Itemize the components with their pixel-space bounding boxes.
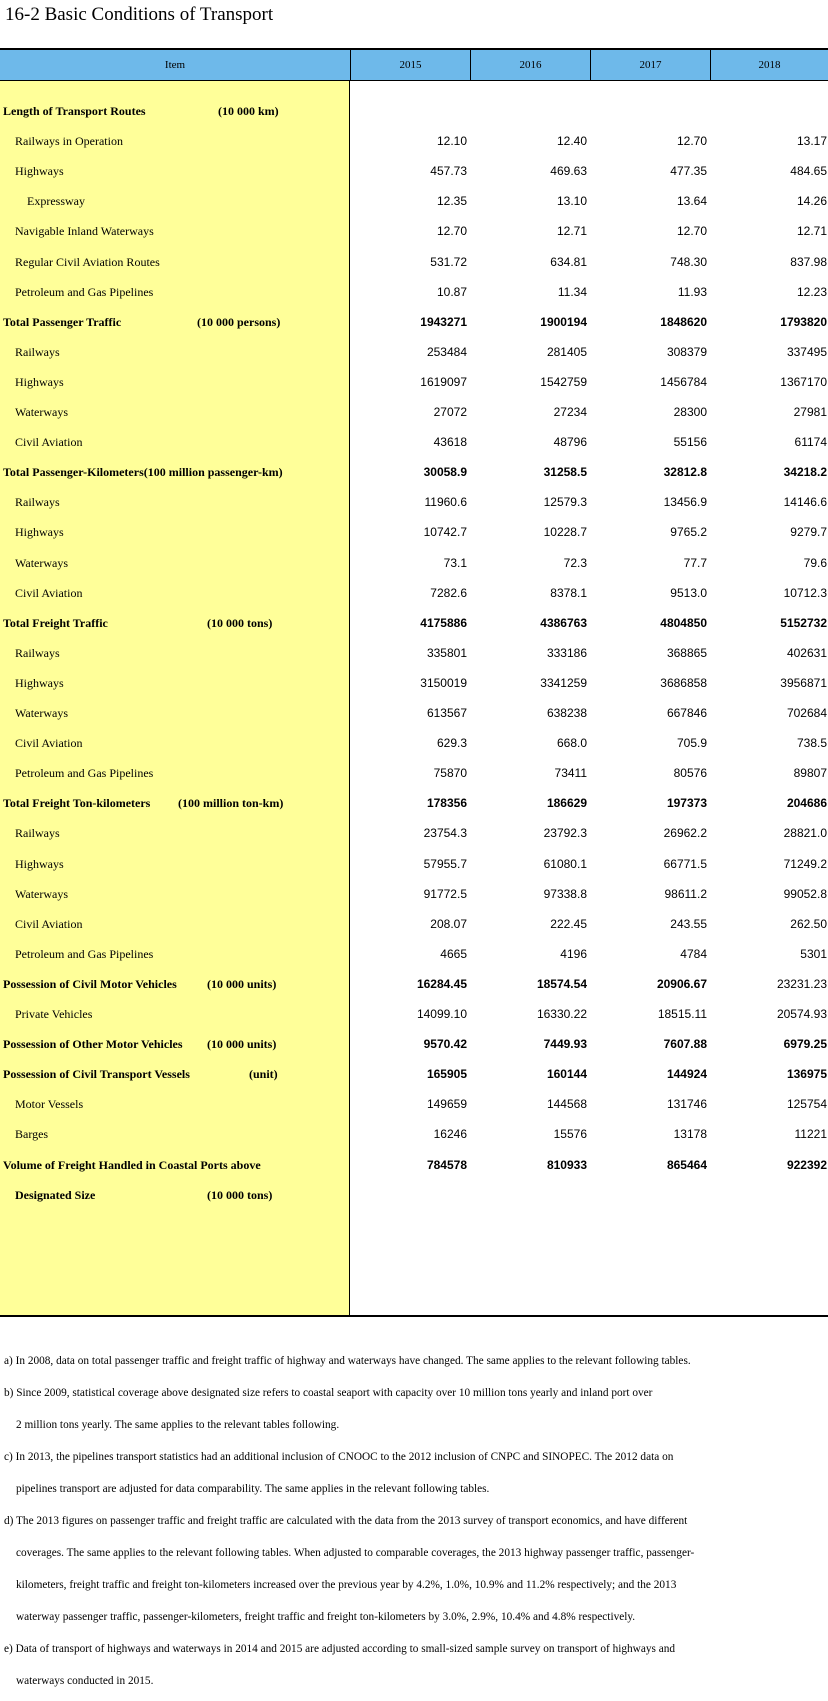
- value-2018: 204686: [786, 796, 827, 811]
- row-label: Designated Size: [15, 1187, 96, 1202]
- row-unit: (100 million ton-km): [178, 796, 284, 811]
- footnote-line: e) Data of transport of highways and waterways in 2014 and 2015 are adjusted according to small-sized sample survey on transport of highways and: [4, 1643, 676, 1655]
- row-label: Barges: [15, 1127, 49, 1142]
- value-2017: 11.93: [677, 284, 707, 299]
- value-2017: 667846: [666, 706, 707, 720]
- value-2018: 14146.6: [783, 495, 827, 510]
- footnote-line: pipelines transport are adjusted for data comparability. The same applies in the relevant following tables.: [16, 1483, 490, 1495]
- value-2018: 14.26: [796, 194, 827, 209]
- row-label: Highways: [15, 374, 64, 389]
- value-2018: 6979.25: [783, 1037, 827, 1052]
- table-row: [0, 787, 828, 819]
- value-2018: 738.5: [796, 736, 827, 751]
- value-2015: 1943271: [420, 314, 467, 329]
- value-2017: 4804850: [660, 615, 707, 630]
- value-2017: 197373: [666, 796, 707, 811]
- value-2017: 144924: [666, 1067, 707, 1082]
- table-row: [0, 215, 828, 247]
- table-row: [0, 1149, 828, 1181]
- row-unit: (10 000 km): [218, 104, 279, 118]
- value-2016: 3341259: [540, 675, 587, 690]
- value-2018: 27981: [793, 405, 827, 419]
- row-label: Length of Transport Routes: [3, 104, 146, 118]
- row-label: Petroleum and Gas Pipelines: [15, 766, 154, 781]
- value-2018: 99052.8: [783, 886, 827, 901]
- value-2016: 638238: [546, 706, 587, 720]
- value-2018: 262.50: [790, 916, 827, 931]
- value-2016: 12.40: [556, 134, 587, 149]
- value-2016: 61080.1: [543, 856, 587, 871]
- row-label: Waterways: [15, 405, 69, 419]
- value-2016: 469.63: [550, 164, 587, 179]
- row-label: Highways: [15, 675, 64, 690]
- value-2017: 32812.8: [663, 465, 707, 480]
- value-2017: 12.70: [676, 224, 707, 239]
- value-2017: 308379: [666, 344, 707, 359]
- value-2017: 66771.5: [663, 856, 707, 871]
- value-2017: 18515.11: [657, 1007, 707, 1021]
- row-label: Volume of Freight Handled in Coastal Ports above: [3, 1157, 261, 1172]
- value-2018: 10712.3: [783, 585, 827, 600]
- value-2016: 15576: [553, 1127, 587, 1142]
- value-2017: 9513.0: [670, 585, 707, 600]
- value-2016: 4386763: [540, 615, 587, 630]
- row-label: Waterways: [15, 706, 69, 720]
- value-2016: 97338.8: [543, 886, 587, 901]
- value-2018: 12.23: [796, 284, 827, 299]
- table-row: [0, 848, 828, 880]
- row-label: Civil Aviation: [15, 736, 83, 751]
- footnote-line: kilometers, freight traffic and freight ton-kilometers increased over the previous year by 4.2%, 1.0%, 10.9% and 11.2% respectively; and the 2013: [16, 1579, 677, 1591]
- row-label: Railways: [15, 645, 60, 660]
- value-2015: 531.72: [430, 254, 467, 269]
- row-label: Railways: [15, 344, 60, 359]
- value-2017: 77.7: [683, 555, 707, 570]
- value-2016: 31258.5: [543, 465, 587, 480]
- value-2017: 865464: [666, 1157, 707, 1172]
- value-2017: 20906.67: [656, 976, 707, 991]
- row-unit: (10 000 units): [207, 1037, 277, 1052]
- row-label: Total Passenger-Kilometers(100 million passenger-km): [3, 465, 283, 480]
- row-unit: (unit): [249, 1067, 278, 1082]
- value-2015: 335801: [426, 645, 467, 660]
- table-row: [0, 1058, 828, 1090]
- value-2017: [607, 95, 707, 127]
- footnote-line: b) Since 2009, statistical coverage above designated size refers to coastal seaport with capacity over 10 million tons yearly and inland port over: [4, 1387, 653, 1399]
- row-label: Petroleum and Gas Pipelines: [15, 946, 154, 961]
- value-2018: 11221: [794, 1127, 827, 1142]
- footnote-line: a) In 2008, data on total passenger traffic and freight traffic of highway and waterways have changed. The same applies to the relevant following tables.: [4, 1355, 691, 1367]
- table-row: [0, 396, 828, 428]
- table-row: [0, 998, 828, 1030]
- value-2018: 922392: [786, 1157, 827, 1172]
- value-2017: 13456.9: [663, 495, 707, 510]
- footnote-line: waterways conducted in 2015.: [16, 1675, 154, 1687]
- value-2018: 837.98: [790, 254, 827, 269]
- value-2018: 23231.23: [776, 976, 827, 991]
- value-2016: 48796: [553, 435, 587, 450]
- value-2016: [487, 95, 587, 127]
- value-2015: 4175886: [420, 615, 467, 630]
- row-label: Private Vehicles: [15, 1007, 93, 1021]
- value-2015: 629.3: [436, 736, 467, 751]
- value-2015: 16246: [433, 1127, 467, 1142]
- row-label: Waterways: [15, 555, 69, 570]
- table-row: [0, 1118, 828, 1150]
- value-2018: 337495: [786, 344, 827, 359]
- row-label: Expressway: [27, 194, 85, 209]
- table-row: [0, 1088, 828, 1120]
- value-2018: [727, 95, 827, 127]
- value-2015: 4665: [440, 946, 467, 961]
- value-2015: 3150019: [420, 675, 467, 690]
- value-2017: 9765.2: [670, 525, 707, 540]
- value-2017: 477.35: [670, 164, 707, 179]
- value-2016: 668.0: [556, 736, 587, 751]
- value-2018: 1367170: [780, 374, 827, 389]
- row-label: Possession of Other Motor Vehicles: [3, 1037, 183, 1052]
- value-2015: 784578: [426, 1157, 467, 1172]
- value-2017: 98611.2: [664, 886, 707, 901]
- value-2015: 12.70: [436, 224, 467, 239]
- value-2015: 253484: [426, 344, 467, 359]
- table-row: [0, 577, 828, 609]
- value-2017: 705.9: [676, 736, 707, 751]
- footnote-line: d) The 2013 figures on passenger traffic and freight traffic are calculated with the data from the 2013 survey of transport economics, and have different: [4, 1515, 688, 1527]
- row-unit: (10 000 tons): [207, 615, 273, 630]
- value-2018: 3956871: [780, 675, 827, 690]
- value-2018: 71249.2: [783, 856, 827, 871]
- value-2018: 136975: [786, 1067, 827, 1082]
- row-label: Possession of Civil Motor Vehicles: [3, 976, 177, 991]
- header-year-2018: 2018: [710, 50, 828, 80]
- value-2015: 149659: [426, 1097, 467, 1112]
- table-row: [0, 938, 828, 970]
- table-row: [0, 95, 828, 127]
- table-header: [0, 50, 828, 80]
- table-row: [0, 727, 828, 759]
- value-2017: 13.64: [676, 194, 707, 209]
- value-2015: 165905: [426, 1067, 467, 1082]
- row-label: Highways: [15, 164, 64, 179]
- value-2015: 9570.42: [423, 1037, 467, 1052]
- value-2017: 12.70: [676, 134, 707, 149]
- value-2018: 702684: [786, 706, 827, 720]
- value-2016: 8378.1: [550, 585, 587, 600]
- value-2015: 73.1: [443, 555, 467, 570]
- table-row: [0, 336, 828, 368]
- table-row: [0, 667, 828, 699]
- row-label: Regular Civil Aviation Routes: [15, 254, 160, 269]
- table-row: [0, 607, 828, 639]
- value-2017: 80576: [673, 766, 707, 781]
- footnote-line: 2 million tons yearly. The same applies to the relevant tables following.: [16, 1419, 340, 1431]
- table-row: [0, 185, 828, 217]
- row-label: Motor Vessels: [15, 1097, 84, 1112]
- value-2017: 3686858: [660, 675, 707, 690]
- table-row: [0, 968, 828, 1000]
- header-year-2016: 2016: [470, 50, 590, 80]
- table-row: [0, 547, 828, 579]
- value-2016: 186629: [546, 796, 587, 811]
- value-2016: 4196: [560, 946, 587, 961]
- table-row: [0, 637, 828, 669]
- value-2015: 7282.6: [430, 585, 467, 600]
- value-2016: 27234: [553, 405, 587, 419]
- value-2017: 28300: [673, 405, 707, 419]
- row-label: Civil Aviation: [15, 435, 83, 450]
- value-2018: [727, 1179, 827, 1211]
- value-2016: 1542759: [540, 374, 587, 389]
- row-label: Possession of Civil Transport Vessels: [3, 1067, 190, 1082]
- row-label: Petroleum and Gas Pipelines: [15, 284, 154, 299]
- footnotes: [4, 1345, 819, 1697]
- value-2018: 13.17: [796, 134, 827, 149]
- header-year-2017: 2017: [590, 50, 710, 80]
- table-row: [0, 246, 828, 278]
- table-row: [0, 155, 828, 187]
- header-item: Item: [164, 59, 186, 71]
- row-label: Total Freight Traffic: [3, 615, 108, 630]
- table-row: [0, 366, 828, 398]
- value-2017: [607, 1179, 707, 1211]
- value-2018: 5152732: [780, 615, 827, 630]
- value-2018: 484.65: [790, 164, 827, 179]
- value-2015: 91772.5: [423, 886, 467, 901]
- value-2016: 10228.7: [543, 525, 587, 540]
- row-label: Waterways: [15, 886, 69, 901]
- value-2015: 14099.10: [416, 1007, 467, 1021]
- table-row: [0, 276, 828, 308]
- page-title: 16-2 Basic Conditions of Transport: [5, 4, 274, 25]
- value-2018: 402631: [786, 645, 827, 660]
- value-2016: 222.45: [550, 916, 587, 931]
- value-2015: 12.10: [436, 134, 467, 149]
- value-2015: 208.07: [430, 916, 467, 931]
- row-label: Civil Aviation: [15, 916, 83, 931]
- table-row: [0, 306, 828, 338]
- value-2016: 18574.54: [536, 976, 587, 991]
- table-row: [0, 456, 828, 488]
- value-2017: 368865: [666, 645, 707, 660]
- table-row: [0, 697, 828, 729]
- value-2015: 27072: [433, 405, 467, 419]
- value-2016: 333186: [546, 645, 587, 660]
- value-2018: 28821.0: [783, 826, 827, 841]
- value-2015: [367, 1179, 467, 1211]
- value-2016: 1900194: [540, 314, 587, 329]
- value-2017: 1456784: [660, 374, 707, 389]
- value-2018: 61174: [794, 435, 827, 450]
- value-2015: 613567: [426, 706, 467, 720]
- table-row: [0, 486, 828, 518]
- value-2016: 23792.3: [543, 826, 587, 841]
- footnote-line: c) In 2013, the pipelines transport statistics had an additional inclusion of CNOOC to the 2012 inclusion of CNPC and SINOPEC. The 2012 data on: [4, 1451, 674, 1463]
- value-2018: 34218.2: [783, 465, 827, 480]
- table-row: [0, 878, 828, 910]
- value-2016: 72.3: [563, 555, 587, 570]
- value-2016: 12.71: [556, 224, 587, 239]
- value-2018: 5301: [800, 946, 827, 961]
- value-2018: 20574.93: [776, 1007, 827, 1021]
- row-label: Railways: [15, 826, 60, 841]
- value-2017: 1848620: [660, 314, 707, 329]
- value-2015: 30058.9: [423, 465, 467, 480]
- value-2015: 75870: [433, 766, 467, 781]
- row-label: Highways: [15, 525, 64, 540]
- value-2015: 11960.6: [424, 495, 467, 510]
- row-label: Railways: [15, 495, 60, 510]
- value-2015: 12.35: [436, 194, 467, 209]
- value-2017: 4784: [680, 946, 707, 961]
- bottom-rule: [0, 1315, 828, 1317]
- table-row: [0, 426, 828, 458]
- value-2015: 178356: [426, 796, 467, 811]
- header-year-2015: 2015: [350, 50, 470, 80]
- value-2016: 144568: [546, 1097, 587, 1112]
- row-label: Civil Aviation: [15, 585, 83, 600]
- row-label: Highways: [15, 856, 64, 871]
- value-2018: 1793820: [780, 314, 827, 329]
- value-2015: 1619097: [420, 374, 467, 389]
- value-2015: 457.73: [430, 164, 467, 179]
- value-2016: 810933: [546, 1157, 587, 1172]
- value-2018: 79.6: [803, 555, 827, 570]
- value-2018: 12.71: [796, 224, 827, 239]
- value-2017: 748.30: [670, 254, 707, 269]
- value-2017: 26962.2: [663, 826, 707, 841]
- value-2015: [367, 95, 467, 127]
- value-2015: 10.87: [436, 284, 467, 299]
- table-row: [0, 1028, 828, 1060]
- value-2016: 73411: [554, 766, 587, 781]
- footnote-line: waterway passenger traffic, passenger-kilometers, freight traffic and freight ton-kilometers by 3.0%, 2.9%, 10.4% and 4.8% respectively.: [16, 1611, 636, 1623]
- value-2016: 16330.22: [536, 1007, 587, 1021]
- value-2015: 10742.7: [423, 525, 467, 540]
- table-row: [0, 516, 828, 548]
- row-label: Railways in Operation: [15, 134, 123, 149]
- value-2016: [487, 1179, 587, 1211]
- table-row: [0, 757, 828, 789]
- table-row: [0, 908, 828, 940]
- value-2016: 281405: [546, 344, 587, 359]
- value-2016: 160144: [546, 1067, 587, 1082]
- value-2015: 16284.45: [416, 976, 467, 991]
- table-row: [0, 817, 828, 849]
- row-label: Total Passenger Traffic: [3, 314, 122, 329]
- footnote-line: coverages. The same applies to the relevant following tables. When adjusted to comparable coverages, the 2013 highway passenger traffic, passenger-: [16, 1547, 695, 1559]
- value-2015: 57955.7: [423, 856, 467, 871]
- row-unit: (10 000 persons): [197, 314, 281, 329]
- value-2016: 634.81: [550, 254, 587, 269]
- value-2017: 55156: [673, 435, 707, 450]
- value-2017: 13178: [673, 1127, 707, 1142]
- value-2017: 131746: [666, 1097, 707, 1112]
- value-2018: 125754: [786, 1097, 827, 1112]
- row-unit: (10 000 tons): [207, 1187, 273, 1202]
- value-2018: 9279.7: [790, 525, 827, 540]
- row-label: Total Freight Ton-kilometers: [3, 796, 151, 811]
- row-unit: (10 000 units): [207, 976, 277, 991]
- value-2015: 43618: [433, 435, 467, 450]
- value-2016: 13.10: [556, 194, 587, 209]
- value-2018: 89807: [793, 766, 827, 781]
- value-2017: 243.55: [670, 916, 707, 931]
- row-label: Navigable Inland Waterways: [15, 224, 154, 239]
- table-row: [0, 1179, 828, 1211]
- value-2017: 7607.88: [663, 1037, 707, 1052]
- value-2015: 23754.3: [423, 826, 467, 841]
- value-2016: 11.34: [557, 284, 587, 299]
- value-2016: 12579.3: [543, 495, 587, 510]
- table-row: [0, 125, 828, 157]
- value-2016: 7449.93: [543, 1037, 587, 1052]
